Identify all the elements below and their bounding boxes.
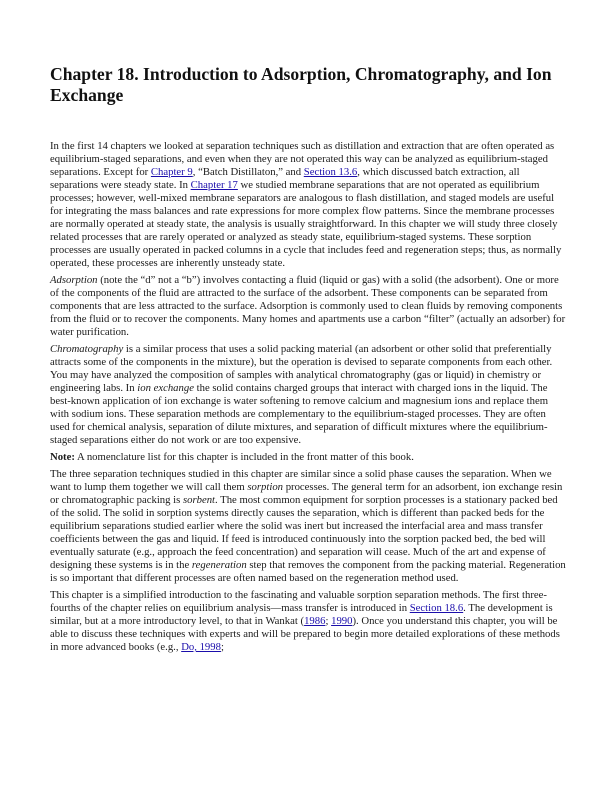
text-run: , “Batch Distillaton,” and xyxy=(192,166,304,178)
chapter-title: Chapter 18. Introduction to Adsorption, Chromatography, and Ion Exchange xyxy=(50,64,552,105)
link-wankat-1990[interactable]: 1990 xyxy=(331,615,353,627)
text-run: step that removes the component from the packing material. Regeneration is so important that different processes are often named based on the regeneration method used. xyxy=(50,559,566,584)
text-run: we studied membrane separations that are not operated as equilibrium processes; however, well-mixed membrane separators are analogous to flash distillation, and staged models are useful for integrating the mass balances and rate expressions for more complex flow patterns. Since the membrane processes are normally operated at steady state, the analysis is usually straightforward. In this chapter we will study three closely related processes that are rarely operated or analyzed as steady state, equilibrium-staged systems. These sorption processes are usually operated in packed columns in a cycle that includes feed and regeneration steps; thus, as normally operated, these processes are inherently unsteady state. xyxy=(50,179,562,269)
text-run: . The most common equipment for sorption processes is a stationary packed bed of the solid. The solid in sorption systems directly causes the separation, which is different than packed beds for the equilibrium separations studied earlier where the solid was inert but increased the interfacial area and mass transfer coefficients between the gas and liquid. If feed is introduced continuously into the sorption packed bed, the bed will eventually saturate (e.g., approach the feed concentration) and separation will cease. Much of the art and expense of designing these systems is in the xyxy=(50,494,558,571)
text-run: ; xyxy=(220,641,224,653)
link-do-1998[interactable]: Do, 1998 xyxy=(181,641,221,653)
link-chapter-17[interactable]: Chapter 17 xyxy=(190,179,238,191)
link-chapter-9[interactable]: Chapter 9 xyxy=(150,166,193,178)
document-page xyxy=(50,64,566,658)
text-run: , which discussed batch extraction, all separations were steady state. In xyxy=(50,166,520,191)
link-wankat-1986[interactable]: 1986 xyxy=(304,615,326,627)
term-chromatography: Chromatography xyxy=(50,343,124,355)
term-ion-exchange: ion exchange xyxy=(137,382,194,394)
text-run: In the first 14 chapters we looked at separation techniques such as distillation and extraction that are often operated as equilibrium-staged separations, and even when they are not operated this way can be analyzed as equilibrium-staged separations. Except for xyxy=(50,140,555,178)
paragraph-overview xyxy=(50,589,566,654)
text-run: is a similar process that uses a solid packing material (an adsorbent or other solid that preferentially attracts some of the components in the mixture), but the operation is devised to separate components from each other. You may have analyzed the composition of samples with analytical chromatography (gas or liquid) in chemistry or engineering labs. In xyxy=(50,343,553,394)
note-text: A nomenclature list for this chapter is included in the front matter of this book. xyxy=(74,451,414,463)
text-run: ; xyxy=(325,615,332,627)
link-section-18-6[interactable]: Section 18.6 xyxy=(409,602,464,614)
text-run: processes. The general term for an adsorbent, ion exchange resin or chromatographic packing is xyxy=(50,481,563,506)
link-section-13-6[interactable]: Section 13.6 xyxy=(303,166,358,178)
text-run: ). Once you understand this chapter, you will be able to discuss these techniques with experts and will be prepared to begin more detailed explorations of these methods in more advanced books (e.g., xyxy=(50,615,560,653)
paragraph-sorption xyxy=(50,468,566,585)
text-run: (note the “d” not a “b”) involves contacting a fluid (liquid or gas) with a solid (the adsorbent). One or more of the components of the fluid are attracted to the surface of the adsorbent. These components can be separated from components that are less attracted to the surface. Adsorption is commonly used to clean fluids by removing components from the fluid or to recover the components. Many homes and apartments use a carbon “filter” (actually an adsorber) for water purification. xyxy=(50,274,566,338)
paragraph-note xyxy=(50,451,566,464)
term-adsorption: Adsorption xyxy=(50,274,98,286)
paragraph-chromatography xyxy=(50,343,566,447)
term-regeneration: regeneration xyxy=(191,559,247,571)
term-sorbent: sorbent xyxy=(182,494,216,506)
text-run: the solid contains charged groups that interact with charged ions in the liquid. The best-known application of ion exchange is water softening to remove calcium and magnesium ions and replace them with sodium ions. These separation methods are complementary to the equilibrium-staged processes. They are often used for chemical analysis, separation of dilute mixtures, and separation of difficult mixtures where the equilibrium-staged separations either do not work or are too expensive. xyxy=(50,382,549,446)
paragraph-intro xyxy=(50,140,566,270)
text-run: . The development is similar, but at a more introductory level, to that in Wankat ( xyxy=(50,602,553,627)
text-run: This chapter is a simplified introduction to the fascinating and valuable sorption separation methods. The first three-fourths of the chapter relies on equilibrium analysis—mass transfer is introduced in xyxy=(50,589,547,614)
paragraph-adsorption xyxy=(50,274,566,339)
term-sorption: sorption xyxy=(247,481,284,493)
text-run: The three separation techniques studied in this chapter are similar since a solid phase causes the separation. When we want to lump them together we will call them xyxy=(50,468,552,493)
note-label: Note: xyxy=(50,451,75,463)
